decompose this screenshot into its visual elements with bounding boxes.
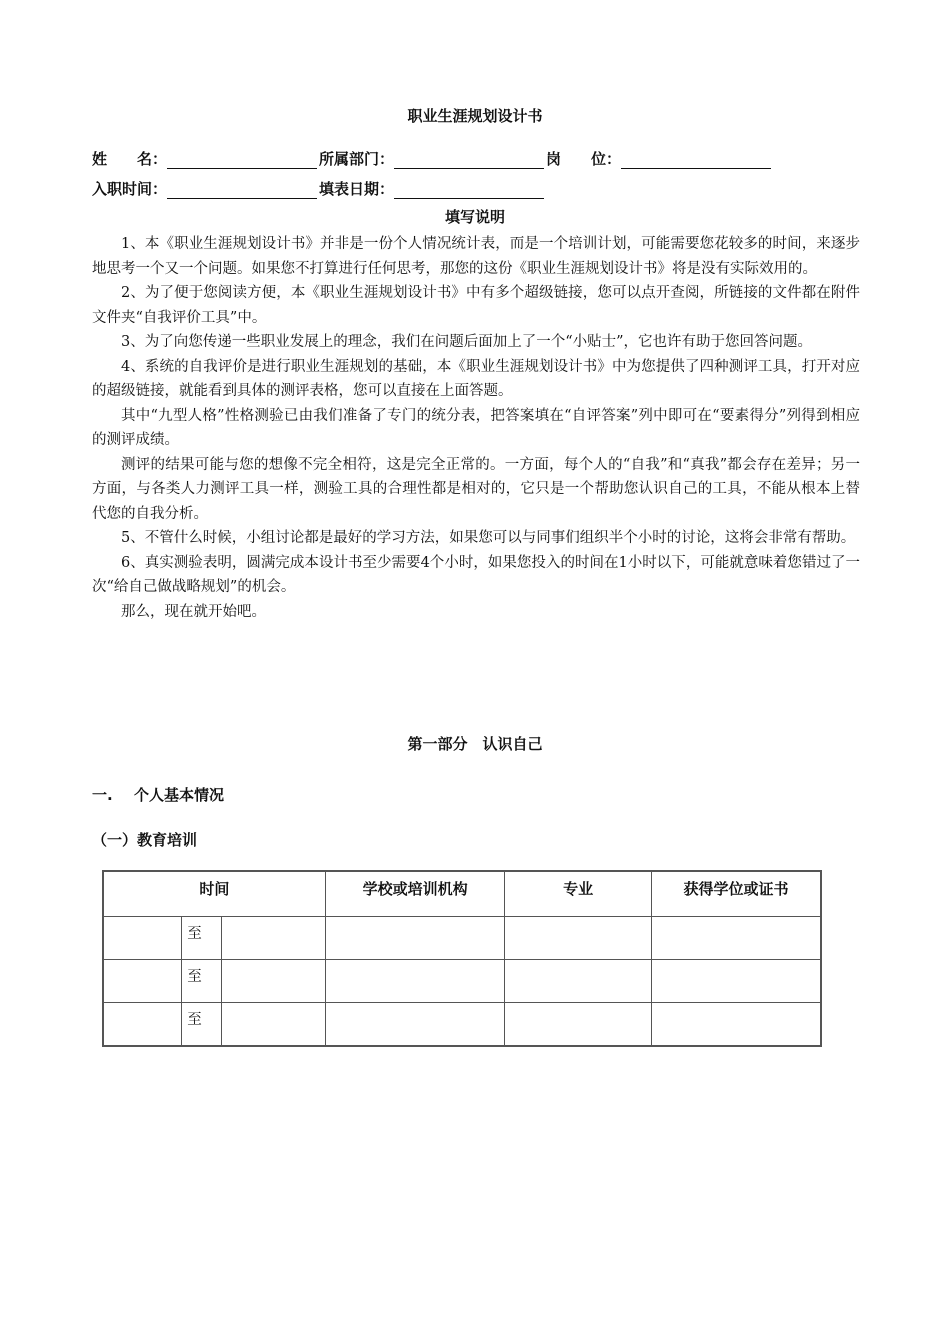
- instruction-paragraph: 1、本《职业生涯规划设计书》并非是一份个人情况统计表，而是一个培训计划，可能需要您花较多的时间，来逐步地思考一个又一个问题。如果您不打算进行任何思考，那您的这份《职业生涯规划设计书》将是没有实际效用的。: [92, 236, 860, 277]
- instruction-paragraph: 那么，现在就开始吧。: [121, 603, 266, 620]
- institution-cell[interactable]: [325, 1003, 504, 1047]
- table-row: [103, 1003, 821, 1047]
- institution-cell[interactable]: [325, 960, 504, 1003]
- instructions-title: 填写说明: [444, 208, 505, 226]
- instruction-paragraph: 6、真实测验表明，圆满完成本设计书至少需要4个小时，如果您投入的时间在1小时以下，可能就意味着您错过了一次“给自己做战略规划”的机会。: [92, 554, 860, 595]
- section-label: 个人基本情况: [134, 786, 225, 804]
- fill-date-input-line[interactable]: [394, 183, 544, 199]
- dept-label: 所属部门：: [319, 150, 395, 168]
- info-row-1: [92, 148, 773, 168]
- instruction-paragraph: 2、为了便于您阅读方便，本《职业生涯规划设计书》中有多个超级链接，您可以点开查阅，所链接的文件都在附件文件夹“自我评价工具”中。: [92, 285, 860, 326]
- name-input-line[interactable]: [167, 153, 317, 169]
- dept-input-line[interactable]: [394, 153, 544, 169]
- instruction-paragraph: 4、系统的自我评价是进行职业生涯规划的基础，本《职业生涯规划设计书》中为您提供了四种测评工具，打开对应的超级链接，就能看到具体的测评表格，您可以直接在上面答题。: [92, 358, 860, 399]
- instruction-paragraph: 5、不管什么时候，小组讨论都是最好的学习方法，如果您可以与同事们组织半个小时的讨论，这将会非常有帮助。: [121, 530, 856, 546]
- to-label: 至: [182, 1003, 222, 1047]
- table-header-row: [103, 871, 821, 917]
- instruction-paragraph: 其中“九型人格”性格测验已由我们准备了专门的统分表，把答案填在“自评答案”列中即可在“要素得分”列得到相应的测评成绩。: [92, 407, 860, 448]
- section-heading-basic-info: [92, 784, 224, 805]
- header-institution: 学校或培训机构: [325, 871, 504, 917]
- degree-cell[interactable]: [651, 1003, 821, 1047]
- fill-date-label: 填表日期：: [319, 180, 395, 198]
- table-row: [103, 917, 821, 960]
- hire-date-label: 入职时间：: [92, 180, 168, 198]
- info-row-2: [92, 178, 546, 198]
- degree-cell[interactable]: [651, 960, 821, 1003]
- education-table: [102, 870, 822, 1047]
- table-row: [103, 960, 821, 1003]
- instructions-body: [92, 232, 860, 624]
- major-cell[interactable]: [505, 917, 652, 960]
- institution-cell[interactable]: [325, 917, 504, 960]
- end-date-cell[interactable]: [222, 960, 326, 1003]
- post-input-line[interactable]: [621, 153, 771, 169]
- end-date-cell[interactable]: [222, 917, 326, 960]
- subsection-heading-education: （一）教育培训: [92, 831, 198, 849]
- header-major: 专业: [505, 871, 652, 917]
- start-date-cell[interactable]: [103, 1003, 182, 1047]
- name-label: 姓 名：: [92, 150, 168, 168]
- major-cell[interactable]: [505, 1003, 652, 1047]
- post-label: 岗 位：: [546, 150, 622, 168]
- major-cell[interactable]: [505, 960, 652, 1003]
- degree-cell[interactable]: [651, 917, 821, 960]
- end-date-cell[interactable]: [222, 1003, 326, 1047]
- section-number: 一.: [92, 786, 113, 804]
- header-time: 时间: [103, 871, 325, 917]
- part-one-title: 第一部分 认识自己: [407, 735, 543, 753]
- document-title: 职业生涯规划设计书: [407, 107, 543, 125]
- header-degree: 获得学位或证书: [651, 871, 821, 917]
- instruction-paragraph: 3、为了向您传递一些职业发展上的理念，我们在问题后面加上了一个“小贴士”，它也许有助于您回答问题。: [121, 334, 813, 350]
- to-label: 至: [182, 960, 222, 1003]
- hire-date-input-line[interactable]: [167, 183, 317, 199]
- to-label: 至: [182, 917, 222, 960]
- start-date-cell[interactable]: [103, 960, 182, 1003]
- instruction-paragraph: 测评的结果可能与您的想像不完全相符，这是完全正常的。一方面，每个人的“自我”和“真我”都会存在差异；另一方面，与各类人力测评工具一样，测验工具的合理性都是相对的，它只是一个帮助您认识自己的工具，不能从根本上替代您的自我分析。: [92, 456, 860, 522]
- start-date-cell[interactable]: [103, 917, 182, 960]
